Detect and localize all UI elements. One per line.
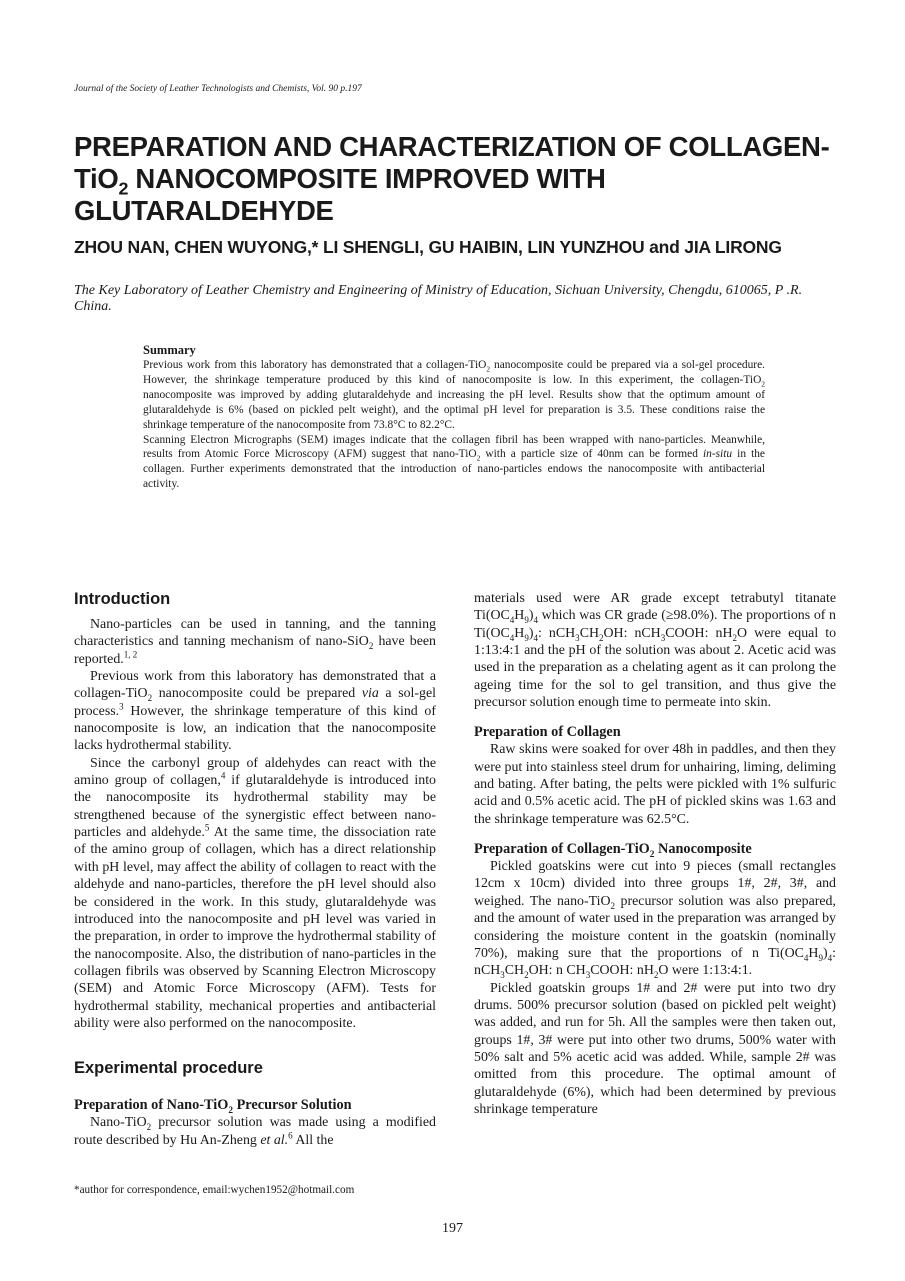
nanocomposite-subheading: Preparation of Collagen-TiO$_2$ Nanocomposite bbox=[474, 841, 752, 860]
materials-paragraph: materials used were AR grade except tetrabutyl titanate $Ti(OC_4H_9)_4$ which was CR grade (≥98.0%). The proportions of n $Ti(OC_4H_9)_4$: $nCH_3CH_2OH$: nCH$_3$COOH: $nH_2O$ were equal to 1:13:4:1 and the pH of the solution was about 2. Acetic acid was used in the preparation as a chelating agent as it can prolong the ageing time for the sol to gel transition, and thus give the precursor solution enough time to permeate into skin. bbox=[474, 591, 837, 711]
introduction-heading: Introduction bbox=[74, 590, 171, 608]
title-text: PREPARATION AND CHARACTERIZATION OF COLLAGEN-TiO bbox=[74, 131, 830, 194]
article-title bbox=[74, 131, 834, 227]
summary-paragraph-1: Previous work from this laboratory has demonstrated that a collagen-TiO$_2$ nanocomposite could be prepared via a sol-gel procedure. However, the shrinkage temperature produced by this kind of nanocomposite is low. In this experiment, the collagen-TiO$_2$ nanocomposite was improved by adding glutaraldehyde and increasing the pH level. Results show that the optimum amount of glutaraldehyde is 6% (based on pickled pelt weight), and the optimal pH level for preparation is 3.5. These conditions raise the shrinkage temperature of the nanocomposite from 73.8°C to 82.2°C. bbox=[143, 359, 765, 431]
intro-paragraph-3: Since the carbonyl group of aldehydes can react with the amino group of collagen,$^4$ if glutaraldehyde is introduced into the nanocomposite its hydrothermal stability may be strengthened because of the synergistic effect between nano-particles and aldehyde.$^5$ At the same time, the dissociation rate of the amino group of collagen, which has a direct relationship with pH level, may affect the ability of collagen to react with the aldehyde and nano-particles, therefore the pH level should also be considered in the work. In this study, glutaraldehyde was introduced into the nanocomposite and pH level was varied in the preparation, in order to improve the hydrothermal stability of the nanocomposite. Also, the distribution of nano-particles in the collagen fibrils was observed by Scanning Electron Microscopy (SEM) and Atomic Force Microscopy (AFM). Tests for hydrothermal stability, mechanical properties and antibacterial ability were also performed on the nanocomposite. bbox=[74, 755, 437, 1031]
collagen-subheading: Preparation of Collagen bbox=[474, 724, 621, 741]
citation-ref: 4 bbox=[220, 770, 226, 781]
left-column bbox=[74, 589, 436, 1149]
author-list: ZHOU NAN, CHEN WUYONG,* LI SHENGLI, GU HAIBIN, LIN YUNZHOU and JIA LIRONG bbox=[74, 237, 782, 257]
page-number: 197 bbox=[442, 1221, 463, 1236]
intro-paragraph-1: Nano-particles can be used in tanning, and the tanning characteristics and tanning mechanism of nano-SiO$_2$ have been reported.$^{1, 2}$ bbox=[74, 617, 436, 667]
nanocomposite-paragraph-1: Pickled goatskins were cut into 9 pieces (small rectangles 12cm x 10cm) divided into three groups 1#, 2#, 3#, and weighed. The nano-TiO$_2$ precursor solution was also prepared, and the amount of water used in the preparation was arranged by considering the moisture content in the goatskin (nominally 70%), making sure that the proportions of n $Ti(OC_4H_9)_4$: $nCH_3CH_2OH$: n $CH_3COOH$: $nH_2O$ were 1:13:4:1. bbox=[474, 859, 836, 980]
nanocomposite-paragraph-2: Pickled goatskin groups 1# and 2# were put into two dry drums. 500% precursor solution (based on pickled pelt weight) was added, and run for 5h. All the samples were then taken out, groups 1#, 3# were put into other two drums, 500% water with 50% salt and 5% acetic acid was added. While, sample 2# was omitted from this procedure. The optimal amount of glutaraldehyde (6%), which had been determined by previous shrinkage temperature bbox=[474, 980, 836, 1117]
title-text-cont: NANOCOMPOSITE IMPROVED WITH GLUTARALDEHYDE bbox=[74, 163, 606, 226]
correspondence-footnote: *author for correspondence, email:wychen1952@hotmail.com bbox=[74, 1184, 355, 1196]
summary-section bbox=[143, 343, 765, 492]
experimental-heading: Experimental procedure bbox=[74, 1059, 263, 1078]
citation-ref: 5 bbox=[204, 822, 210, 833]
right-column bbox=[474, 590, 836, 1118]
affiliation: The Key Laboratory of Leather Chemistry and Engineering of Ministry of Education, Sichuan University, Chengdu, 610065, P .R. China. bbox=[74, 283, 803, 314]
summary-heading: Summary bbox=[143, 343, 196, 357]
collagen-paragraph: Raw skins were soaked for over 48h in paddles, and then they were put into stainless steel drum for unhairing, liming, deliming and bating. After bating, the pelts were pickled with 1% sulfuric acid and 0.5% acetic acid. The pH of pickled skins was 1.63 and the shrinkage temperature was 62.5°C. bbox=[474, 742, 836, 827]
precursor-subheading: Preparation of Nano-TiO$_2$ Precursor Solution bbox=[74, 1097, 352, 1117]
citation-ref: 6 bbox=[288, 1129, 293, 1140]
precursor-paragraph: Nano-TiO$_2$ precursor solution was made using a modified route described by Hu An-Zheng et al.$^6$ All the bbox=[74, 1115, 436, 1148]
citation-ref: 1, 2 bbox=[123, 649, 138, 660]
running-head: Journal of the Society of Leather Technologists and Chemists, Vol. 90 p.197 bbox=[74, 84, 362, 94]
citation-ref: 3 bbox=[119, 701, 124, 712]
summary-paragraph-2: Scanning Electron Micrographs (SEM) images indicate that the collagen fibril has been wrapped with nano-particles. Meanwhile, results from Atomic Force Microscopy (AFM) suggest that nano-TiO$_2$ with a particle size of 40nm can be formed in-situ in the collagen. Further experiments demonstrated that the introduction of nano-particles endows the nanocomposite with antibacterial activity. bbox=[143, 433, 765, 491]
title-subscript: 2 bbox=[118, 178, 129, 199]
intro-paragraph-2: Previous work from this laboratory has demonstrated that a collagen-TiO$_2$ nanocomposite could be prepared via a sol-gel process.$^3$ However, the shrinkage temperature of this kind of nanocomposite is low, an indication that the nanocomposite lacks hydrothermal stability. bbox=[74, 669, 436, 754]
